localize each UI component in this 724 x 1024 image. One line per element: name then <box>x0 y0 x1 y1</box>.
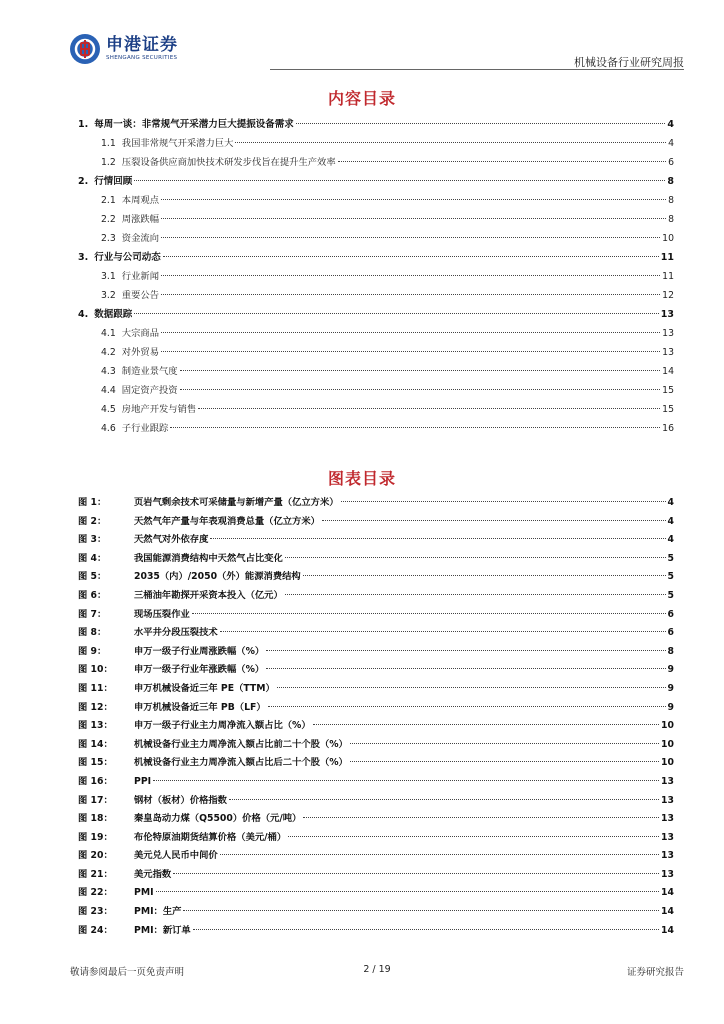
dot-leader <box>350 761 659 762</box>
toc-entry-title: 重要公告 <box>121 290 159 301</box>
toc-entry[interactable] <box>78 305 674 324</box>
figure-entry-number: 图 14： <box>78 738 113 750</box>
toc-entry-number: 2.2 <box>101 214 116 225</box>
figure-entry-title: PPI <box>134 775 152 787</box>
toc-entry-number: 4.1 <box>101 328 116 339</box>
toc-entry-number: 1.1 <box>101 138 116 149</box>
figure-entry[interactable] <box>78 736 674 755</box>
toc-entry-page: 11 <box>660 252 674 263</box>
report-title: 机械设备行业研究周报 <box>574 56 684 69</box>
dot-leader <box>170 427 660 428</box>
toc-entry[interactable] <box>78 419 674 438</box>
figure-entry-number: 图 10： <box>78 664 113 676</box>
toc-entry[interactable] <box>78 191 674 210</box>
figure-entry-page: 13 <box>661 831 674 843</box>
dot-leader <box>350 743 659 744</box>
figure-entry[interactable] <box>78 699 674 718</box>
figure-entry-title: 机械设备行业主力周净流入额占比前二十个股（%） <box>134 738 348 750</box>
figure-entry[interactable] <box>78 773 674 792</box>
figure-list-title: 图表目录 <box>327 469 396 488</box>
figure-entry-title: 申万一级子行业年涨跌幅（%） <box>134 664 265 676</box>
toc-entry-page: 8 <box>668 195 674 206</box>
figure-entry-title: PMI：新订单 <box>134 924 191 936</box>
figure-entry[interactable] <box>78 531 674 550</box>
figure-entry-page: 4 <box>667 515 674 527</box>
toc-entry[interactable] <box>78 172 674 191</box>
dot-leader <box>288 836 659 837</box>
header-divider <box>270 69 684 70</box>
toc-entry-number: 3.2 <box>101 290 116 301</box>
toc-entry-page: 15 <box>662 385 674 396</box>
toc-entry-number: 1.2 <box>101 157 116 168</box>
figure-entry[interactable] <box>78 587 674 606</box>
figure-entry-title: 三桶油年勘探开采资本投入（亿元） <box>134 589 283 601</box>
figure-entry[interactable] <box>78 847 674 866</box>
toc-entry-title: 周涨跌幅 <box>121 214 159 225</box>
figure-entry-number: 图 8： <box>78 627 107 639</box>
dot-leader <box>277 687 666 688</box>
page-number: 2 / 19 <box>363 964 391 975</box>
dot-leader <box>296 123 666 124</box>
toc-entry-title: 每周一谈：非常规气开采潜力巨大提振设备需求 <box>94 119 294 130</box>
toc-entry-page: 11 <box>662 271 674 282</box>
dot-leader <box>134 313 659 314</box>
figure-entry-page: 8 <box>667 645 674 657</box>
figure-entry-page: 9 <box>667 682 674 694</box>
toc-entry-number: 2.3 <box>101 233 116 244</box>
figure-entry-number: 图 1： <box>78 497 107 508</box>
figure-entry-title: 机械设备行业主力周净流入额占比后二十个股（%） <box>134 757 348 769</box>
toc-entry-title: 行业与公司动态 <box>94 252 161 263</box>
toc-title: 内容目录 <box>327 89 396 108</box>
page-header <box>70 34 684 70</box>
toc-entry[interactable] <box>78 381 674 400</box>
figure-entry-page: 14 <box>661 906 674 918</box>
figure-entry-title: 天然气年产量与年表观消费总量（亿立方米） <box>134 515 320 527</box>
dot-leader <box>285 594 666 595</box>
toc-entry-page: 13 <box>662 347 674 358</box>
toc-entry-number: 1. <box>78 119 89 130</box>
dot-leader <box>285 557 666 558</box>
toc-entry-number: 4.2 <box>101 347 116 358</box>
company-logo <box>70 34 178 64</box>
figure-entry-page: 14 <box>661 924 674 936</box>
dot-leader <box>268 706 666 707</box>
toc-entry-title: 对外贸易 <box>121 347 159 358</box>
toc-entry-number: 4.4 <box>101 385 116 396</box>
figure-entry-number: 图 6： <box>78 589 107 601</box>
toc-entry-page: 8 <box>668 214 674 225</box>
table-of-contents <box>78 115 674 438</box>
figure-entry-page: 5 <box>667 589 674 601</box>
figure-entry-number: 图 17： <box>78 794 113 806</box>
toc-entry-number: 4.6 <box>101 423 116 434</box>
figure-entry[interactable] <box>78 754 674 773</box>
toc-entry-title: 压裂设备供应商加快技术研发步伐旨在提升生产效率 <box>121 157 336 168</box>
dot-leader <box>198 408 660 409</box>
toc-entry-page: 13 <box>660 309 674 320</box>
dot-leader <box>161 199 666 200</box>
figure-entry-number: 图 12： <box>78 701 113 713</box>
figure-entry-page: 10 <box>661 738 674 750</box>
figure-entry[interactable] <box>78 922 674 941</box>
dot-leader <box>173 873 659 874</box>
toc-entry[interactable] <box>78 362 674 381</box>
figure-entry[interactable] <box>78 513 674 532</box>
toc-entry-number: 4. <box>78 309 89 320</box>
figure-entry-page: 5 <box>667 571 674 583</box>
toc-entry[interactable] <box>78 115 674 134</box>
toc-entry-page: 6 <box>668 157 674 168</box>
dot-leader <box>156 891 660 892</box>
figure-entry-number: 图 21： <box>78 868 113 880</box>
toc-entry-title: 行业新闻 <box>121 271 159 282</box>
figure-entry-page: 10 <box>661 720 674 732</box>
figure-entry[interactable] <box>78 717 674 736</box>
figure-entry-page: 9 <box>667 664 674 676</box>
figure-entry[interactable] <box>78 829 674 848</box>
dot-leader <box>220 631 666 632</box>
toc-entry-title: 子行业跟踪 <box>121 423 169 434</box>
figure-entry[interactable] <box>78 568 674 587</box>
dot-leader <box>180 389 661 390</box>
figure-entry-number: 图 23： <box>78 906 113 918</box>
figure-entry-number: 图 24： <box>78 924 113 936</box>
toc-entry[interactable] <box>78 248 674 267</box>
logo-chinese-name: 申港证券 <box>106 34 178 55</box>
figure-entry-title: 美元指数 <box>134 868 172 880</box>
toc-entry-page: 14 <box>662 366 674 377</box>
figure-entry-title: PMI：生产 <box>134 906 182 918</box>
toc-entry-page: 10 <box>662 233 674 244</box>
figure-entry-number: 图 7： <box>78 608 107 620</box>
toc-entry-page: 8 <box>667 176 674 187</box>
toc-entry-title: 固定资产投资 <box>121 385 178 396</box>
figure-entry[interactable] <box>78 661 674 680</box>
toc-entry-number: 3.1 <box>101 271 116 282</box>
dot-leader <box>192 613 666 614</box>
figure-entry-page: 4 <box>667 497 674 508</box>
toc-entry[interactable] <box>78 153 674 172</box>
toc-entry-title: 数据跟踪 <box>94 309 133 320</box>
toc-entry-title: 本周观点 <box>121 195 159 206</box>
dot-leader <box>229 799 659 800</box>
figure-entry[interactable] <box>78 866 674 885</box>
toc-entry-page: 4 <box>668 138 674 149</box>
logo-mark-icon <box>70 34 100 64</box>
figure-entry-title: 现场压裂作业 <box>134 608 190 620</box>
figure-entry-title: 天然气对外依存度 <box>134 534 209 546</box>
toc-entry-title: 我国非常规气开采潜力巨大 <box>121 138 234 149</box>
figure-entry[interactable] <box>78 884 674 903</box>
figure-entry-title: 布伦特原油期货结算价格（美元/桶） <box>134 831 287 843</box>
figure-entry-number: 图 16： <box>78 775 113 787</box>
toc-entry[interactable] <box>78 134 674 153</box>
toc-entry-title: 制造业景气度 <box>121 366 178 377</box>
figure-entry-number: 图 20： <box>78 850 113 862</box>
figure-entry-title: 美元兑人民币中间价 <box>134 850 218 862</box>
figure-entry[interactable] <box>78 680 674 699</box>
footer-disclaimer: 敬请参阅最后一页免责声明 <box>70 967 185 978</box>
dot-leader <box>134 180 665 181</box>
figure-entry[interactable] <box>78 643 674 662</box>
figure-entry[interactable] <box>78 810 674 829</box>
dot-leader <box>161 351 660 352</box>
dot-leader <box>266 668 665 669</box>
dot-leader <box>193 929 659 930</box>
figure-entry-number: 图 13： <box>78 720 113 732</box>
footer-label: 证券研究报告 <box>626 967 684 978</box>
logo-english-name: SHENGANG SECURITIES <box>106 54 178 61</box>
dot-leader <box>161 332 660 333</box>
toc-entry-title: 行情回顾 <box>94 176 133 187</box>
figure-entry-page: 5 <box>667 552 674 564</box>
toc-entry-number: 2. <box>78 176 89 187</box>
toc-entry-page: 13 <box>662 328 674 339</box>
figure-entry-page: 13 <box>661 868 674 880</box>
figure-entry-page: 10 <box>661 757 674 769</box>
dot-leader <box>210 538 665 539</box>
dot-leader <box>341 501 666 502</box>
toc-entry-number: 4.3 <box>101 366 116 377</box>
figure-entry-number: 图 4： <box>78 552 107 564</box>
toc-entry-page: 4 <box>667 119 674 130</box>
figure-list <box>78 494 674 940</box>
figure-entry-page: 13 <box>661 813 674 825</box>
dot-leader <box>220 854 659 855</box>
figure-entry-page: 4 <box>667 534 674 546</box>
figure-entry-page: 13 <box>661 794 674 806</box>
figure-entry-page: 14 <box>661 887 674 899</box>
figure-entry-title: 水平井分段压裂技术 <box>134 627 218 639</box>
dot-leader <box>322 520 666 521</box>
figure-entry[interactable] <box>78 494 674 513</box>
figure-entry-title: 2035（内）/2050（外）能源消费结构 <box>134 571 301 583</box>
figure-entry-title: 申万机械设备近三年 PE（TTM） <box>134 682 275 694</box>
toc-entry-page: 12 <box>662 290 674 301</box>
figure-entry-number: 图 5： <box>78 571 107 583</box>
figure-entry-page: 6 <box>667 627 674 639</box>
figure-entry-number: 图 15： <box>78 757 113 769</box>
figure-entry[interactable] <box>78 792 674 811</box>
toc-entry-title: 大宗商品 <box>121 328 159 339</box>
toc-entry-number: 2.1 <box>101 195 116 206</box>
figure-entry[interactable] <box>78 903 674 922</box>
figure-entry-number: 图 22： <box>78 887 113 899</box>
figure-entry-title: 申万一级子行业周涨跌幅（%） <box>134 645 265 657</box>
dot-leader <box>266 650 665 651</box>
dot-leader <box>303 575 666 576</box>
toc-entry-title: 房地产开发与销售 <box>121 404 197 415</box>
toc-entry-number: 3. <box>78 252 89 263</box>
figure-entry-number: 图 9： <box>78 645 107 657</box>
figure-entry[interactable] <box>78 550 674 569</box>
figure-entry-page: 13 <box>661 775 674 787</box>
figure-entry[interactable] <box>78 624 674 643</box>
figure-entry-page: 13 <box>661 850 674 862</box>
toc-entry[interactable] <box>78 229 674 248</box>
dot-leader <box>161 294 660 295</box>
dot-leader <box>235 142 666 143</box>
figure-entry-page: 9 <box>667 701 674 713</box>
toc-entry[interactable] <box>78 400 674 419</box>
dot-leader <box>338 161 666 162</box>
figure-entry-title: 我国能源消费结构中天然气占比变化 <box>134 552 283 564</box>
dot-leader <box>183 910 659 911</box>
figure-entry-title: 申万一级子行业主力周净流入额占比（%） <box>134 720 311 732</box>
dot-leader <box>163 256 659 257</box>
dot-leader <box>180 370 661 371</box>
figure-entry-number: 图 3： <box>78 534 107 546</box>
toc-entry-title: 资金流向 <box>121 233 159 244</box>
toc-entry[interactable] <box>78 343 674 362</box>
dot-leader <box>161 237 660 238</box>
toc-entry-number: 4.5 <box>101 404 116 415</box>
dot-leader <box>161 218 666 219</box>
figure-entry[interactable] <box>78 606 674 625</box>
figure-entry-title: 申万机械设备近三年 PB（LF） <box>134 701 266 713</box>
figure-entry-page: 6 <box>667 608 674 620</box>
figure-entry-number: 图 11： <box>78 682 113 694</box>
figure-entry-number: 图 19： <box>78 831 113 843</box>
dot-leader <box>303 817 659 818</box>
toc-entry[interactable] <box>78 324 674 343</box>
dot-leader <box>153 780 659 781</box>
figure-entry-title: 页岩气剩余技术可采储量与新增产量（亿立方米） <box>134 497 339 508</box>
toc-entry[interactable] <box>78 210 674 229</box>
figure-entry-title: 秦皇岛动力煤（Q5500）价格（元/吨） <box>134 813 302 825</box>
toc-entry[interactable] <box>78 286 674 305</box>
dot-leader <box>161 275 660 276</box>
toc-entry-page: 16 <box>662 423 674 434</box>
toc-entry-page: 15 <box>662 404 674 415</box>
figure-entry-title: PMI <box>134 887 154 899</box>
figure-entry-title: 钢材（板材）价格指数 <box>134 794 227 806</box>
figure-entry-number: 图 18： <box>78 813 113 825</box>
figure-entry-number: 图 2： <box>78 515 107 527</box>
toc-entry[interactable] <box>78 267 674 286</box>
dot-leader <box>313 724 659 725</box>
